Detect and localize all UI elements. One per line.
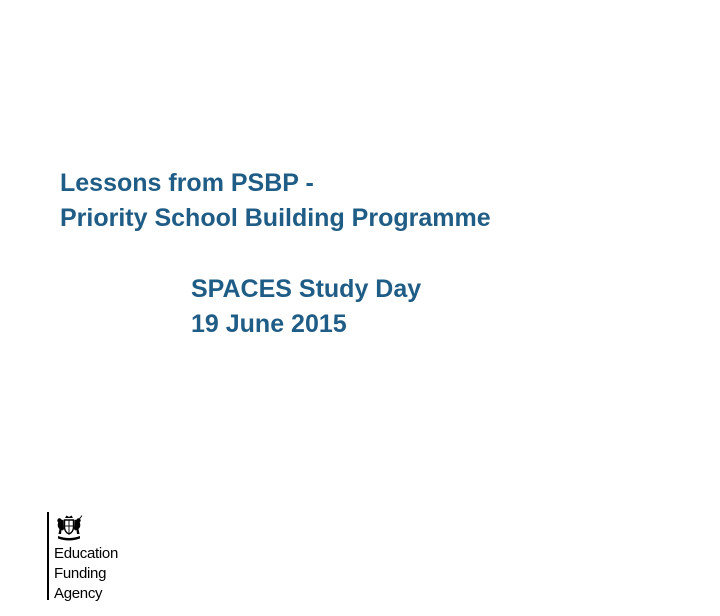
logo-line-education: Education xyxy=(54,545,119,562)
logo-wordmark xyxy=(54,544,118,604)
title-line-2: Priority School Building Programme xyxy=(60,204,491,232)
logo-divider xyxy=(47,512,49,600)
title-line-1: Lessons from PSBP - xyxy=(60,169,314,197)
royal-crest-icon xyxy=(53,514,85,542)
efa-logo xyxy=(47,512,147,604)
logo-line-agency: Agency xyxy=(54,585,103,602)
logo-line-funding: Funding xyxy=(54,565,107,582)
event-date: 19 June 2015 xyxy=(191,310,347,338)
event-name: SPACES Study Day xyxy=(191,275,422,303)
